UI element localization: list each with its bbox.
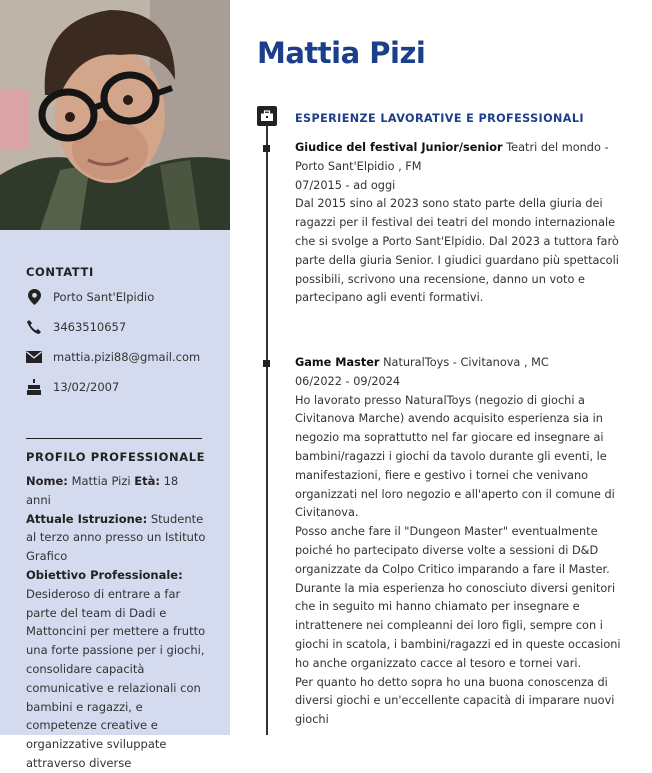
page-title: Mattia Pizi [257,36,426,70]
contact-phone [26,317,216,337]
contact-birthdate-text: 13/02/2007 [53,380,120,394]
profile-age-label: Età: [134,474,160,488]
job-description-2: Posso anche fare il "Dungeon Master" eventualmente poiché ho partecipato diverse volte a sessioni di D&D organizzate da Colpo Critico imparando a fare il Master. [295,525,610,576]
profile-name-label: Nome: [26,474,68,488]
location-pin-icon [26,289,42,305]
contact-phone-text: 3463510657 [53,320,127,334]
contact-location [26,287,216,307]
job-place: Teatri del mondo - Porto Sant'Elpidio , FM [295,141,609,173]
briefcase-icon [257,106,277,126]
job-place: NaturalToys - Civitanova , MC [379,356,549,369]
job-description: Dal 2015 sino al 2023 sono stato parte della giuria dei ragazzi per il festival dei teatri del mondo internazionale che si svolge a Porto Sant'Elpidio. Dal 2023 a tuttora farò parte della giuria Senior. I giudici guardano più spettacoli possibili, scrivono una recensione, danno un voto e partecipano agli eventi formativi. [295,197,619,305]
job-dates: 07/2015 - ad oggi [295,178,396,192]
timeline-dot [263,145,270,152]
profile-goal-value: Desideroso di entrare a far parte del team di Dadi e Mattoncini per mettere a frutto una forte passione per i giochi, consolidare capacità comunicative e relazionali con bambini e ragazzi, e competenze creative e organizzative sviluppate attraverso diverse [26,586,206,770]
envelope-icon [26,349,42,365]
job-entry [295,139,635,308]
profile-heading: PROFILO PROFESSIONALE [26,450,206,464]
profile-text [26,472,206,773]
profile-goal-label: Obiettivo Professionale: [26,567,183,582]
profile-age-value: 18 anni [26,474,179,507]
profile-photo [0,0,230,230]
timeline-dot [263,360,270,367]
job-description: Ho lavorato presso NaturalToys (negozio di giochi a Civitanova Marche) avendo acquisito esperienza sia in negozio ma soprattutto nel far giocare ed insegnare ai bambini/ragazzi i giochi da tavolo durante gli eventi, le manifestazioni, fiere e gestivo i tornei che venivano organizzati nel loro negozio e all'aperto con il comune di Civitanova. [295,393,615,520]
job-description-4: Per quanto ho detto sopra ho una buona conoscenza di diversi giochi e un'eccellente capacità di imparare nuovi giochi [295,675,615,727]
birthday-cake-icon [26,379,42,395]
profile-name-value: Mattia Pizi [67,474,135,488]
contact-email-text[interactable]: mattia.pizi88@gmail.com [53,350,201,364]
contact-email [26,347,216,367]
profile-edu-value: Studente al terzo anno presso un Istituto Grafico [26,511,206,564]
job-title: Giudice del festival Junior/senior [295,141,503,154]
timeline-line [266,122,268,735]
phone-icon [26,319,42,335]
section-divider [26,438,202,439]
job-description-3: Durante la mia esperienza ho conosciuto diversi genitori che in seguito mi hanno chiamato per insegnare e intrattenere nei compleanni dei loro figli, sempre con i giochi in scatola, i bambini/ragazzi ed in queste occasioni ho anche organizzato cacce al tesoro e tornei vari. [295,581,621,670]
job-title: Game Master [295,356,380,369]
experience-heading: ESPERIENZE LAVORATIVE E PROFESSIONALI [295,112,584,125]
profile-edu-label: Attuale Istruzione: [26,511,148,526]
contact-birthdate [26,377,216,397]
contact-location-text: Porto Sant'Elpidio [53,290,155,304]
job-entry [295,354,635,730]
contacts-heading: CONTATTI [26,265,94,279]
job-dates: 06/2022 - 09/2024 [295,374,401,388]
sidebar [0,0,230,770]
